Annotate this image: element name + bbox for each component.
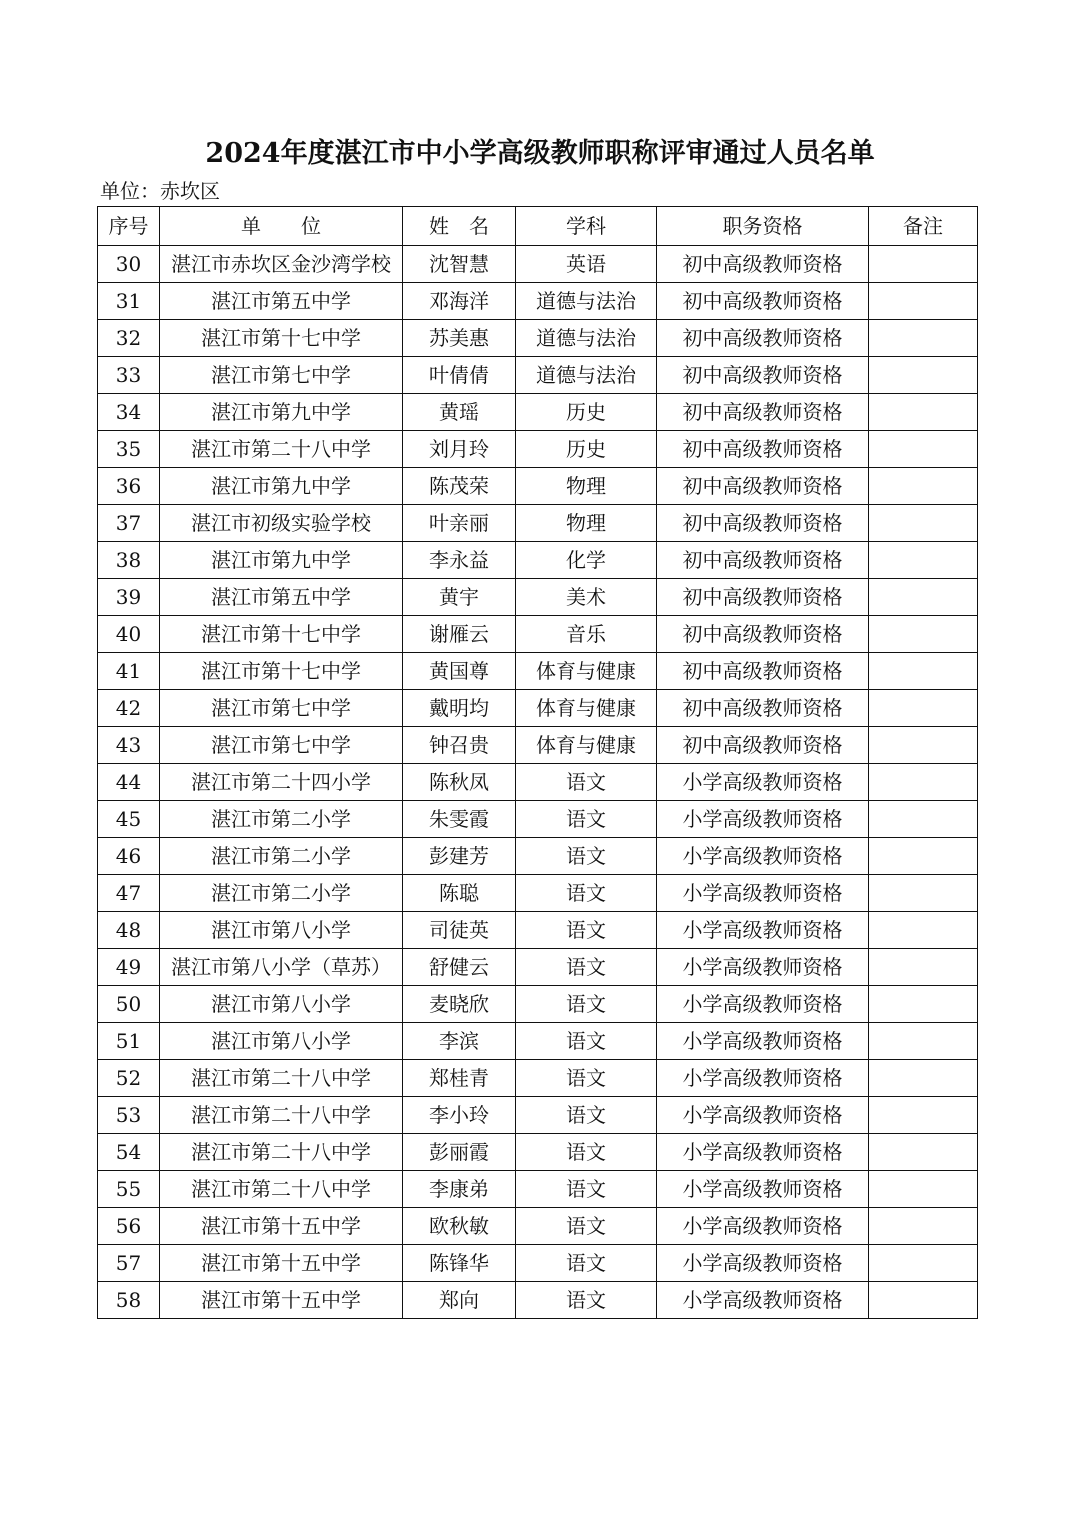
table-row — [98, 727, 978, 764]
cell-note — [869, 579, 978, 616]
table-row — [98, 1023, 978, 1060]
cell-qualification: 小学高级教师资格 — [657, 1134, 869, 1171]
cell-subject: 体育与健康 — [516, 653, 657, 690]
cell-subject: 音乐 — [516, 616, 657, 653]
document-title: 2024年度湛江市中小学高级教师职称评审通过人员名单 — [205, 138, 875, 169]
cell-qualification: 小学高级教师资格 — [657, 912, 869, 949]
cell-unit: 湛江市第七中学 — [160, 357, 403, 394]
table-row — [98, 1171, 978, 1208]
cell-note — [869, 801, 978, 838]
cell-qualification: 小学高级教师资格 — [657, 949, 869, 986]
cell-name: 钟召贵 — [403, 727, 516, 764]
table-row — [98, 320, 978, 357]
table-row — [98, 1134, 978, 1171]
cell-note — [869, 320, 978, 357]
cell-no: 36 — [98, 468, 160, 505]
cell-note — [869, 1171, 978, 1208]
cell-name: 刘月玲 — [403, 431, 516, 468]
cell-no: 37 — [98, 505, 160, 542]
cell-note — [869, 468, 978, 505]
header-unit: 单 位 — [160, 207, 403, 246]
cell-unit: 湛江市第九中学 — [160, 394, 403, 431]
cell-subject: 英语 — [516, 246, 657, 283]
cell-unit: 湛江市赤坎区金沙湾学校 — [160, 246, 403, 283]
cell-qualification: 小学高级教师资格 — [657, 1171, 869, 1208]
cell-name: 沈智慧 — [403, 246, 516, 283]
table-row — [98, 1208, 978, 1245]
cell-no: 53 — [98, 1097, 160, 1134]
cell-note — [869, 1134, 978, 1171]
table-row — [98, 431, 978, 468]
cell-subject: 语文 — [516, 912, 657, 949]
cell-name: 麦晓欣 — [403, 986, 516, 1023]
header-subject: 学科 — [516, 207, 657, 246]
cell-note — [869, 505, 978, 542]
cell-no: 42 — [98, 690, 160, 727]
cell-no: 57 — [98, 1245, 160, 1282]
cell-no: 35 — [98, 431, 160, 468]
cell-no: 39 — [98, 579, 160, 616]
cell-name: 彭丽霞 — [403, 1134, 516, 1171]
header-qualification: 职务资格 — [657, 207, 869, 246]
cell-subject: 语文 — [516, 1134, 657, 1171]
cell-note — [869, 357, 978, 394]
teacher-roster-table — [97, 206, 978, 1319]
table-row — [98, 764, 978, 801]
table-row — [98, 1060, 978, 1097]
cell-note — [869, 986, 978, 1023]
cell-subject: 语文 — [516, 1097, 657, 1134]
cell-subject: 语文 — [516, 1208, 657, 1245]
cell-unit: 湛江市第九中学 — [160, 468, 403, 505]
cell-qualification: 初中高级教师资格 — [657, 468, 869, 505]
cell-no: 33 — [98, 357, 160, 394]
cell-name: 郑桂青 — [403, 1060, 516, 1097]
cell-name: 郑向 — [403, 1282, 516, 1319]
cell-qualification: 小学高级教师资格 — [657, 1245, 869, 1282]
cell-note — [869, 838, 978, 875]
cell-note — [869, 1282, 978, 1319]
cell-note — [869, 1060, 978, 1097]
table-row — [98, 579, 978, 616]
cell-unit: 湛江市第七中学 — [160, 690, 403, 727]
table-row — [98, 1245, 978, 1282]
cell-no: 47 — [98, 875, 160, 912]
cell-name: 彭建芳 — [403, 838, 516, 875]
cell-subject: 体育与健康 — [516, 690, 657, 727]
table-row — [98, 542, 978, 579]
cell-subject: 美术 — [516, 579, 657, 616]
table-row — [98, 986, 978, 1023]
cell-no: 32 — [98, 320, 160, 357]
cell-qualification: 小学高级教师资格 — [657, 1097, 869, 1134]
table-header — [98, 207, 978, 246]
cell-subject: 语文 — [516, 801, 657, 838]
table-row — [98, 838, 978, 875]
cell-unit: 湛江市第二小学 — [160, 838, 403, 875]
table-row — [98, 949, 978, 986]
cell-qualification: 初中高级教师资格 — [657, 505, 869, 542]
cell-unit: 湛江市第五中学 — [160, 579, 403, 616]
cell-no: 48 — [98, 912, 160, 949]
cell-unit: 湛江市第二十八中学 — [160, 1171, 403, 1208]
cell-no: 38 — [98, 542, 160, 579]
cell-name: 李小玲 — [403, 1097, 516, 1134]
cell-subject: 道德与法治 — [516, 320, 657, 357]
cell-no: 45 — [98, 801, 160, 838]
table-row — [98, 653, 978, 690]
cell-unit: 湛江市第八小学 — [160, 912, 403, 949]
cell-subject: 语文 — [516, 1060, 657, 1097]
cell-name: 陈锋华 — [403, 1245, 516, 1282]
cell-qualification: 初中高级教师资格 — [657, 653, 869, 690]
table-body — [98, 246, 978, 1319]
cell-name: 舒健云 — [403, 949, 516, 986]
cell-note — [869, 727, 978, 764]
cell-no: 34 — [98, 394, 160, 431]
table-row — [98, 690, 978, 727]
cell-qualification: 初中高级教师资格 — [657, 431, 869, 468]
cell-no: 56 — [98, 1208, 160, 1245]
cell-qualification: 初中高级教师资格 — [657, 357, 869, 394]
cell-qualification: 小学高级教师资格 — [657, 875, 869, 912]
cell-unit: 湛江市第七中学 — [160, 727, 403, 764]
cell-qualification: 初中高级教师资格 — [657, 542, 869, 579]
cell-qualification: 初中高级教师资格 — [657, 394, 869, 431]
cell-note — [869, 246, 978, 283]
cell-name: 陈茂荣 — [403, 468, 516, 505]
cell-name: 谢雁云 — [403, 616, 516, 653]
table-row — [98, 505, 978, 542]
cell-name: 陈秋凤 — [403, 764, 516, 801]
cell-unit: 湛江市第五中学 — [160, 283, 403, 320]
cell-name: 邓海洋 — [403, 283, 516, 320]
cell-name: 黄国尊 — [403, 653, 516, 690]
cell-note — [869, 394, 978, 431]
cell-name: 李永益 — [403, 542, 516, 579]
table-row — [98, 616, 978, 653]
cell-no: 30 — [98, 246, 160, 283]
cell-subject: 物理 — [516, 505, 657, 542]
table-row — [98, 875, 978, 912]
table-row — [98, 246, 978, 283]
cell-no: 40 — [98, 616, 160, 653]
cell-subject: 化学 — [516, 542, 657, 579]
cell-unit: 湛江市第二十八中学 — [160, 431, 403, 468]
table-row — [98, 912, 978, 949]
cell-subject: 语文 — [516, 986, 657, 1023]
cell-unit: 湛江市第八小学 — [160, 1023, 403, 1060]
cell-name: 叶倩倩 — [403, 357, 516, 394]
cell-no: 54 — [98, 1134, 160, 1171]
cell-name: 李滨 — [403, 1023, 516, 1060]
cell-note — [869, 283, 978, 320]
cell-note — [869, 690, 978, 727]
cell-no: 44 — [98, 764, 160, 801]
cell-unit: 湛江市初级实验学校 — [160, 505, 403, 542]
cell-qualification: 小学高级教师资格 — [657, 1282, 869, 1319]
table-row — [98, 394, 978, 431]
cell-qualification: 小学高级教师资格 — [657, 838, 869, 875]
cell-note — [869, 875, 978, 912]
cell-subject: 语文 — [516, 1171, 657, 1208]
table-row — [98, 1097, 978, 1134]
cell-no: 46 — [98, 838, 160, 875]
cell-qualification: 初中高级教师资格 — [657, 727, 869, 764]
cell-subject: 历史 — [516, 431, 657, 468]
cell-name: 苏美惠 — [403, 320, 516, 357]
cell-note — [869, 912, 978, 949]
cell-name: 黄宇 — [403, 579, 516, 616]
cell-no: 58 — [98, 1282, 160, 1319]
cell-name: 戴明均 — [403, 690, 516, 727]
cell-qualification: 小学高级教师资格 — [657, 986, 869, 1023]
cell-subject: 语文 — [516, 1282, 657, 1319]
cell-no: 43 — [98, 727, 160, 764]
cell-subject: 道德与法治 — [516, 283, 657, 320]
cell-no: 49 — [98, 949, 160, 986]
cell-qualification: 小学高级教师资格 — [657, 1208, 869, 1245]
cell-unit: 湛江市第二十八中学 — [160, 1097, 403, 1134]
cell-qualification: 初中高级教师资格 — [657, 579, 869, 616]
cell-subject: 体育与健康 — [516, 727, 657, 764]
cell-no: 55 — [98, 1171, 160, 1208]
cell-name: 朱雯霞 — [403, 801, 516, 838]
table-row — [98, 283, 978, 320]
cell-note — [869, 764, 978, 801]
cell-qualification: 小学高级教师资格 — [657, 1023, 869, 1060]
cell-note — [869, 1097, 978, 1134]
cell-qualification: 初中高级教师资格 — [657, 690, 869, 727]
cell-subject: 语文 — [516, 838, 657, 875]
cell-no: 41 — [98, 653, 160, 690]
cell-unit: 湛江市第二小学 — [160, 801, 403, 838]
cell-unit: 湛江市第二十八中学 — [160, 1134, 403, 1171]
cell-name: 叶亲丽 — [403, 505, 516, 542]
cell-name: 欧秋敏 — [403, 1208, 516, 1245]
cell-subject: 历史 — [516, 394, 657, 431]
cell-no: 51 — [98, 1023, 160, 1060]
cell-subject: 语文 — [516, 764, 657, 801]
cell-unit: 湛江市第二小学 — [160, 875, 403, 912]
cell-note — [869, 616, 978, 653]
cell-qualification: 初中高级教师资格 — [657, 616, 869, 653]
cell-qualification: 小学高级教师资格 — [657, 1060, 869, 1097]
cell-name: 陈聪 — [403, 875, 516, 912]
header-no: 序号 — [98, 207, 160, 246]
cell-unit: 湛江市第十五中学 — [160, 1282, 403, 1319]
cell-qualification: 小学高级教师资格 — [657, 764, 869, 801]
cell-note — [869, 542, 978, 579]
cell-note — [869, 1023, 978, 1060]
cell-unit: 湛江市第十七中学 — [160, 616, 403, 653]
cell-note — [869, 949, 978, 986]
cell-unit: 湛江市第十七中学 — [160, 653, 403, 690]
header-note: 备注 — [869, 207, 978, 246]
cell-note — [869, 431, 978, 468]
cell-unit: 湛江市第九中学 — [160, 542, 403, 579]
cell-subject: 语文 — [516, 1023, 657, 1060]
cell-name: 李康弟 — [403, 1171, 516, 1208]
cell-qualification: 初中高级教师资格 — [657, 246, 869, 283]
cell-unit: 湛江市第八小学 — [160, 986, 403, 1023]
table-row — [98, 357, 978, 394]
table-row — [98, 801, 978, 838]
cell-unit: 湛江市第十五中学 — [160, 1208, 403, 1245]
cell-name: 黄瑶 — [403, 394, 516, 431]
header-row — [98, 207, 978, 246]
cell-qualification: 初中高级教师资格 — [657, 283, 869, 320]
cell-subject: 物理 — [516, 468, 657, 505]
cell-note — [869, 653, 978, 690]
cell-note — [869, 1245, 978, 1282]
cell-unit: 湛江市第十七中学 — [160, 320, 403, 357]
cell-unit: 湛江市第十五中学 — [160, 1245, 403, 1282]
cell-no: 52 — [98, 1060, 160, 1097]
cell-qualification: 初中高级教师资格 — [657, 320, 869, 357]
table-row — [98, 1282, 978, 1319]
cell-subject: 语文 — [516, 949, 657, 986]
cell-unit: 湛江市第八小学（草苏） — [160, 949, 403, 986]
cell-qualification: 小学高级教师资格 — [657, 801, 869, 838]
cell-subject: 道德与法治 — [516, 357, 657, 394]
cell-note — [869, 1208, 978, 1245]
cell-unit: 湛江市第二十四小学 — [160, 764, 403, 801]
cell-name: 司徒英 — [403, 912, 516, 949]
cell-no: 50 — [98, 986, 160, 1023]
cell-subject: 语文 — [516, 875, 657, 912]
table-row — [98, 468, 978, 505]
cell-no: 31 — [98, 283, 160, 320]
cell-subject: 语文 — [516, 1245, 657, 1282]
header-name: 姓 名 — [403, 207, 516, 246]
cell-unit: 湛江市第二十八中学 — [160, 1060, 403, 1097]
unit-district-label: 单位：赤坎区 — [100, 179, 220, 203]
